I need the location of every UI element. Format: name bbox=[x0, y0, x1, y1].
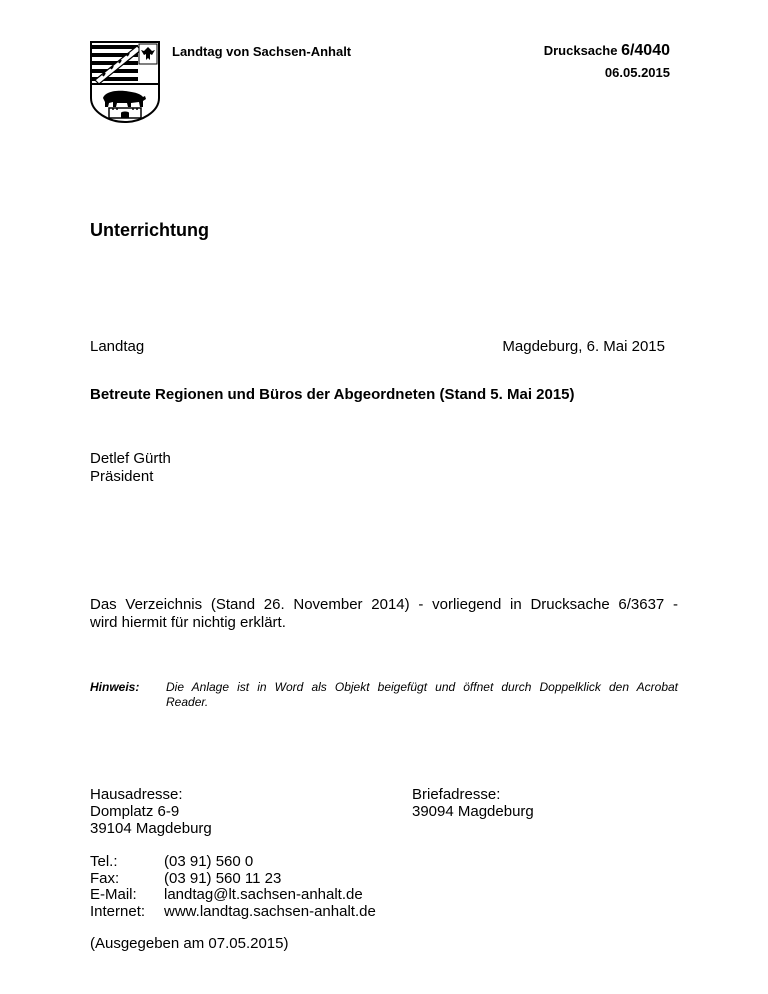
sender: Landtag bbox=[90, 338, 145, 355]
contact-label: E-Mail: bbox=[90, 886, 137, 903]
letter-address-city: 39094 Magdeburg bbox=[412, 803, 534, 820]
website-link[interactable]: www.landtag.sachsen-anhalt.de bbox=[164, 902, 376, 920]
letter-address-label: Briefadresse: bbox=[412, 786, 501, 803]
subject-line: Betreute Regionen und Büros der Abgeordneten (Stand 5. Mai 2015) bbox=[90, 386, 575, 403]
letter-address bbox=[412, 786, 534, 820]
drucksache-id: 6/4040 bbox=[621, 42, 670, 59]
issued-date: (Ausgegeben am 07.05.2015) bbox=[90, 935, 289, 952]
contact-row-fax bbox=[90, 871, 376, 888]
note-label: Hinweis: bbox=[90, 680, 140, 694]
document-type-title: Unterrichtung bbox=[90, 220, 209, 240]
organization-name: Landtag von Sachsen-Anhalt bbox=[172, 44, 352, 59]
body-paragraph bbox=[90, 596, 678, 632]
contact-label: Tel.: bbox=[90, 853, 118, 870]
drucksache-date: 06.05.2015 bbox=[604, 65, 670, 80]
house-address-label: Hausadresse: bbox=[90, 786, 183, 803]
contact-block bbox=[90, 854, 376, 920]
place-date: Magdeburg, 6. Mai 2015 bbox=[502, 338, 665, 355]
contact-row-email bbox=[90, 887, 376, 904]
contact-value: (03 91) 560 11 23 bbox=[164, 869, 282, 887]
paragraph-line-1: Das Verzeichnis (Stand 26. November 2014) - vorliegend in Drucksache 6/3637 - bbox=[90, 596, 678, 613]
contact-value: (03 91) 560 0 bbox=[164, 853, 254, 870]
house-address-street: Domplatz 6-9 bbox=[90, 803, 180, 820]
paragraph-line-2: wird hiermit für nichtig erklärt. bbox=[90, 614, 286, 631]
email-link[interactable]: landtag@lt.sachsen-anhalt.de bbox=[164, 886, 363, 903]
signer-title: Präsident bbox=[90, 468, 154, 485]
note-line-1: Die Anlage ist in Word als Objekt beigefügt und öffnet durch Doppelklick den Acrobat bbox=[166, 680, 678, 694]
coat-of-arms-logo bbox=[89, 40, 161, 124]
contact-label: Internet: bbox=[90, 902, 146, 920]
note-line-2: Reader. bbox=[166, 695, 209, 709]
contact-row-phone bbox=[90, 854, 376, 871]
signer-block bbox=[90, 450, 171, 486]
house-address bbox=[90, 786, 212, 837]
contact-row-internet bbox=[90, 904, 376, 921]
drucksache-label: Drucksache bbox=[543, 43, 618, 58]
drucksache-number bbox=[544, 42, 670, 60]
signer-name: Detlef Gürth bbox=[90, 450, 171, 467]
note-text bbox=[166, 680, 678, 710]
house-address-city: 39104 Magdeburg bbox=[90, 820, 212, 837]
contact-label: Fax: bbox=[90, 869, 120, 887]
